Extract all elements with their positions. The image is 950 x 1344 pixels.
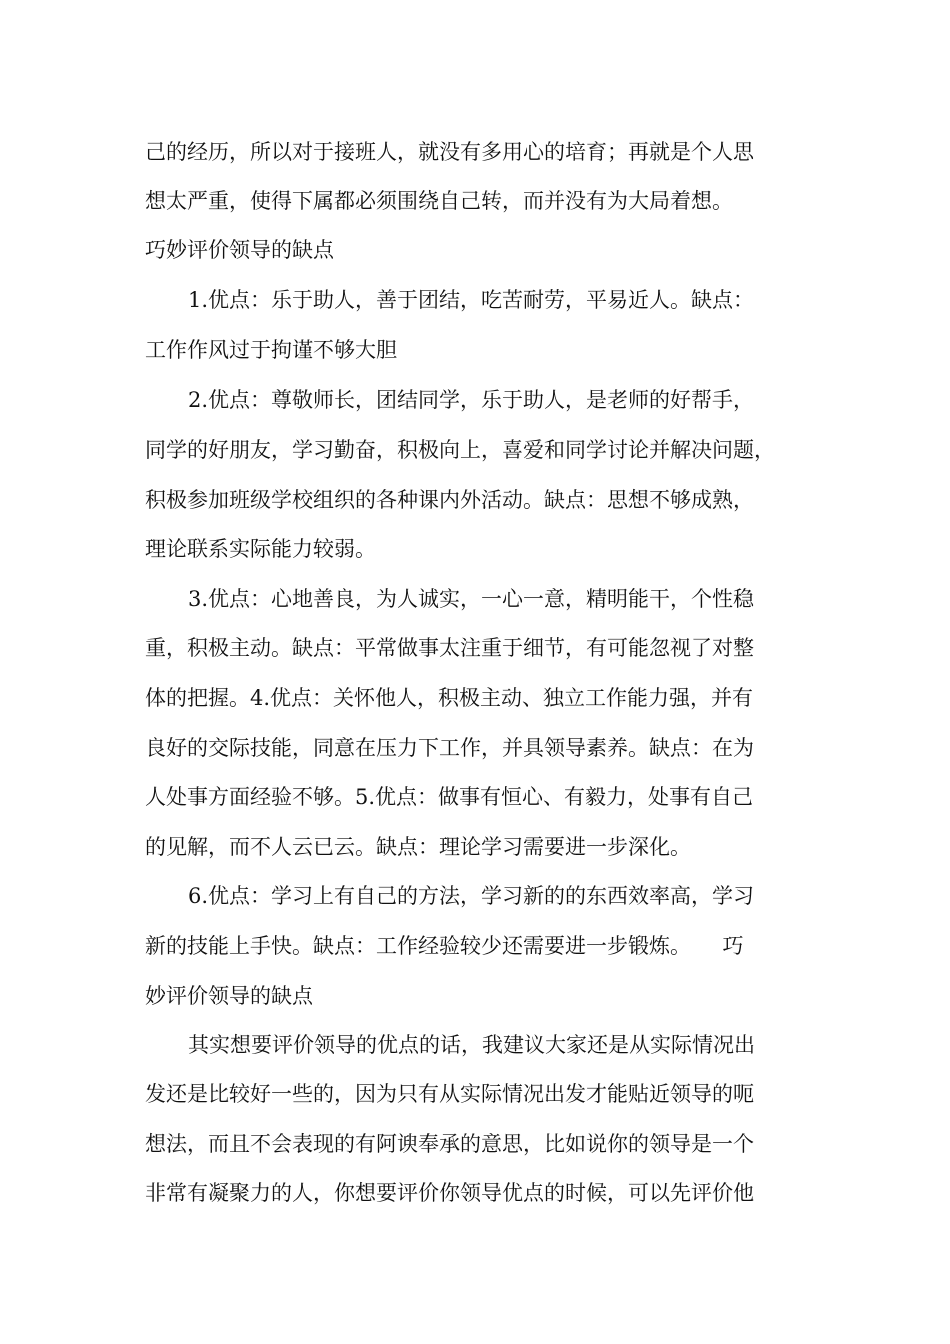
text-line: 6.优点：学习上有自己的方法，学习新的的东西效率高，学习 xyxy=(188,884,755,908)
text-line: 重，积极主动。缺点：平常做事太注重于细节，有可能忽视了对整 xyxy=(145,636,754,660)
text-line: 的见解，而不人云已云。缺点：理论学习需要进一步深化。 xyxy=(145,835,691,859)
text-line: 想法，而且不会表现的有阿谀奉承的意思，比如说你的领导是一个 xyxy=(145,1132,754,1156)
text-line: 新的技能上手快。缺点：工作经验较少还需要进一步锻炼。 巧 xyxy=(145,934,744,958)
text-line: 1.优点：乐于助人，善于团结，吃苦耐劳，平易近人。缺点： xyxy=(188,288,755,312)
text-line: 人处事方面经验不够。5.优点：做事有恒心、有毅力，处事有自己 xyxy=(145,785,754,809)
text-line: 良好的交际技能，同意在压力下工作，并具领导素养。缺点：在为 xyxy=(145,736,754,760)
text-line: 同学的好朋友，学习勤奋，积极向上，喜爱和同学讨论并解决问题， xyxy=(145,438,775,462)
text-line: 积极参加班级学校组织的各种课内外活动。缺点：思想不够成熟， xyxy=(145,488,754,512)
text-line: 想太严重，使得下属都必须围绕自己转，而并没有为大局着想。 xyxy=(145,189,733,213)
text-line: 3.优点：心地善良，为人诚实，一心一意，精明能干，个性稳 xyxy=(188,587,755,611)
section-heading: 巧妙评价领导的缺点 xyxy=(145,238,334,262)
text-line: 发还是比较好一些的，因为只有从实际情况出发才能贴近领导的呃 xyxy=(145,1082,754,1106)
text-line: 体的把握。4.优点：关怀他人，积极主动、独立工作能力强，并有 xyxy=(145,686,754,710)
text-line: 2.优点：尊敬师长，团结同学，乐于助人，是老师的好帮手， xyxy=(188,388,755,412)
text-line: 非常有凝聚力的人，你想要评价你领导优点的时候，可以先评价他 xyxy=(145,1181,754,1205)
text-line: 工作作风过于拘谨不够大胆 xyxy=(145,338,397,362)
text-line: 其实想要评价领导的优点的话，我建议大家还是从实际情况出 xyxy=(188,1033,755,1057)
text-line: 己的经历，所以对于接班人，就没有多用心的培育；再就是个人思 xyxy=(145,140,754,164)
section-heading: 妙评价领导的缺点 xyxy=(145,984,313,1008)
text-line: 理论联系实际能力较弱。 xyxy=(145,537,376,561)
